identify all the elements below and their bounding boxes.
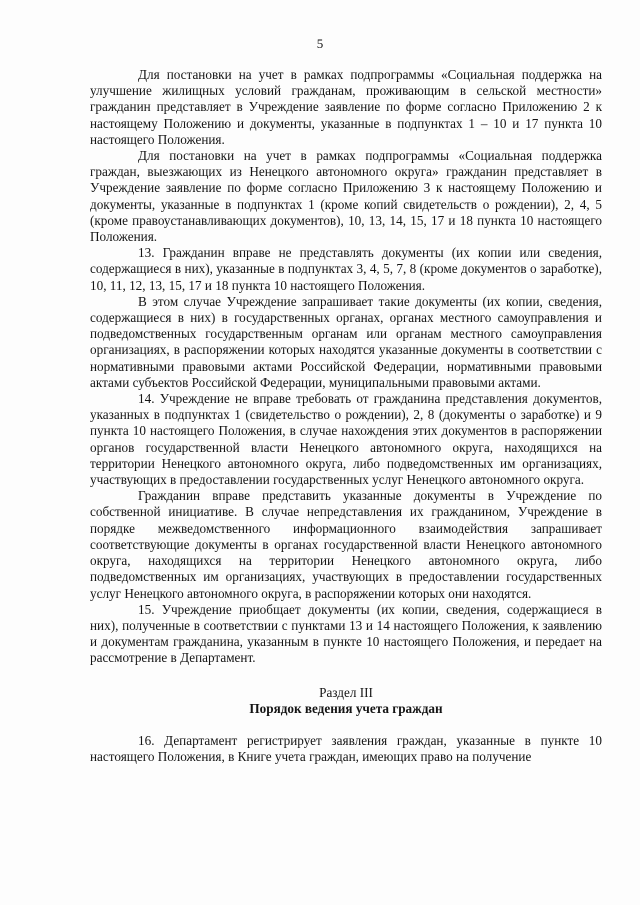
paragraph: 15. Учреждение приобщает документы (их копии, сведения, содержащиеся в них), полученные в соответствии с пунктами 13 и 14 настоящего Положения, к заявлению и документам гражданина, указанным в пункте 10 настоящего Положения, и передает на рассмотрение в Департамент.	[90, 601, 602, 666]
section-title: Порядок ведения учета граждан	[249, 701, 443, 717]
paragraph: 14. Учреждение не вправе требовать от гражданина представления документов, указанных в подпунктах 1 (свидетельство о рождении), 2, 8 (документы о заработке) и 9 пункта 10 настоящего Положения, в случае нахождения этих документов в распоряжении органов государственной власти Ненецкого автономного округа, находящихся на территории Ненецкого автономного округа, либо подведомственных им организациях, участвующих в предоставлении государственных услуг Ненецкого автономного округа.	[90, 391, 602, 488]
paragraph: В этом случае Учреждение запрашивает такие документы (их копии, сведения, содержащиеся в них) в государственных органах, органах местного самоуправления и подведомственных государственным органам или органам местного самоуправления организациях, в распоряжении которых находятся указанные документы в соответствии с нормативными правовыми актами Российской Федерации, нормативными правовыми актами субъектов Российской Федерации, муниципальными правовыми актами.	[90, 293, 602, 390]
section-label: Раздел III	[319, 684, 373, 700]
document-body	[90, 67, 602, 765]
paragraph: Для постановки на учет в рамках подпрограммы «Социальная поддержка граждан, выезжающих из Ненецкого автономного округа» гражданин представляет в Учреждение заявление по форме согласно Приложению 3 к настоящему Положению и документы, указанные в подпунктах 1 (кроме копий свидетельств о рождении), 2, 4, 5 (кроме правоустанавливающих документов), 10, 13, 14, 15, 17 и 18 пункта 10 настоящего Положения.	[90, 148, 602, 245]
paragraph: Для постановки на учет в рамках подпрограммы «Социальная поддержка на улучшение жилищных условий гражданам, проживающим в сельской местности» гражданин представляет в Учреждение заявление по форме согласно Приложению 2 к настоящему Положению и документы, указанные в подпунктах 1 – 10 и 17 пункта 10 настоящего Положения.	[90, 67, 602, 147]
paragraph: 13. Гражданин вправе не представлять документы (их копии или сведения, содержащиеся в них), указанные в подпунктах 3, 4, 5, 7, 8 (кроме документов о заработке), 10, 11, 12, 13, 15, 17 и 18 пункта 10 настоящего Положения.	[90, 245, 602, 293]
paragraph: 16. Департамент регистрирует заявления граждан, указанные в пункте 10 настоящего Положения, в Книге учета граждан, имеющих право на получение	[90, 732, 602, 764]
paragraph: Гражданин вправе представить указанные документы в Учреждение по собственной инициативе. В случае непредставления их гражданином, Учреждение в порядке межведомственного информационного взаимодействия запрашивает соответствующие документы в органах государственной власти Ненецкого автономного округа, находящихся на территории Ненецкого автономного округа, либо подведомственных им организациях, участвующих в предоставлении государственных услуг Ненецкого автономного округа, в распоряжении которых они находятся.	[90, 488, 602, 601]
page-number: 5	[316, 36, 324, 51]
section-heading	[90, 685, 602, 718]
